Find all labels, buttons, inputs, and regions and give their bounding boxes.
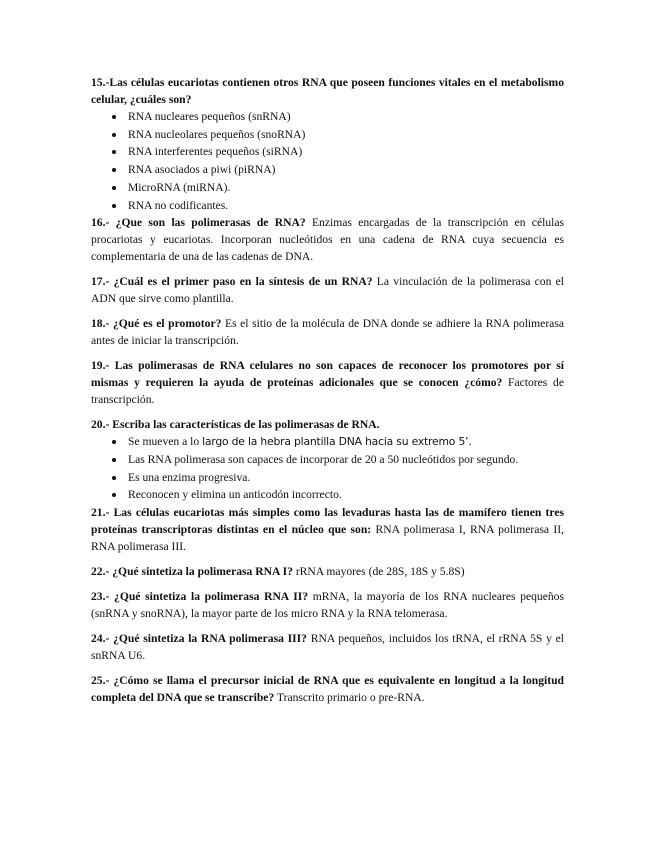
list-item: RNA nucleolares pequeños (snoRNA) [91, 126, 564, 144]
list-item: Reconocen y elimina un anticodón incorrecto. [91, 486, 564, 504]
list-item: RNA nucleares pequeños (snRNA) [91, 108, 564, 126]
list-item-prefix: Se mueven a lo [128, 435, 203, 449]
question-text: 20.- Escriba las características de las polimerasas de RNA. [91, 418, 380, 432]
answer-text: Enzimas encargadas de la transcripción en células procariotas y eucariotas. Incorporan nucleótidos en una cadena de RNA cuya secuencia es complementaria de una de las cadenas de DNA. [91, 216, 564, 264]
answer-text: Factores de transcripción. [91, 376, 564, 407]
list-item: RNA asociados a piwi (piRNA) [91, 161, 564, 179]
question-22 [91, 563, 564, 580]
question-23 [91, 588, 564, 622]
answer-text: Es el sitio de la molécula de DNA donde se adhiere la RNA polimerasa antes de iniciar la transcripción. [91, 317, 564, 348]
question-text: 23.- ¿Qué sintetiza la polimerasa RNA II? [91, 590, 309, 604]
list-item: RNA no codificantes. [91, 197, 564, 215]
question-text: 16.- ¿Que son las polimerasas de RNA? [91, 216, 306, 230]
list-item: MicroRNA (miRNA). [91, 179, 564, 197]
question-19 [91, 357, 564, 408]
answer-text: La vinculación de la polimerasa con el ADN que sirve como plantilla. [91, 275, 565, 306]
list-item: Es una enzima progresiva. [91, 469, 564, 487]
question-text: 21.- Las células eucariotas más simples como las levaduras hasta las de mamífero tienen tres proteínas transcriptoras distintas en el núcleo que son: [91, 506, 564, 537]
question-24 [91, 630, 564, 664]
answer-text: mRNA, la mayoría de los RNA nucleares pequeños (snRNA y snoRNA), la mayor parte de los micro RNA y la RNA telomerasa. [91, 590, 564, 621]
answer-text: Transcrito primario o pre-RNA. [274, 691, 425, 705]
question-18 [91, 315, 564, 349]
answer-text: rRNA mayores (de 28S, 18S y 5.8S) [292, 565, 465, 579]
question-text: 19.- Las polimerasas de RNA celulares no son capaces de reconocer los promotores por sí mismas y requieren la ayuda de proteínas adicionales que se conocen ¿cómo? [91, 359, 564, 390]
list-item [91, 433, 564, 451]
question-21 [91, 504, 564, 555]
list-item: Las RNA polimerasa son capaces de incorporar de 20 a 50 nucleótidos por segundo. [91, 451, 564, 469]
answer-list-20 [91, 433, 564, 504]
question-17 [91, 273, 564, 307]
question-text: 25.- ¿Cómo se llama el precursor inicial de RNA que es equivalente en longitud a la longitud completa del DNA que se transcribe? [91, 674, 564, 705]
question-16 [91, 214, 564, 265]
list-item-alt-font: largo de la hebra plantilla DNA hacia su extremo 5’. [202, 435, 472, 449]
question-text: 24.- ¿Qué sintetiza la RNA polimerasa III? [91, 632, 307, 646]
question-text: 18.- ¿Qué es el promotor? [91, 317, 222, 331]
question-text: 22.- ¿Qué sintetiza la polimerasa RNA I? [91, 565, 293, 579]
question-text: 15.-Las células eucariotas contienen otros RNA que poseen funciones vitales en el metabolismo celular, ¿cuáles son? [91, 76, 564, 106]
question-text: 17.- ¿Cuál es el primer paso en la síntesis de un RNA? [91, 275, 373, 289]
answer-list-15 [91, 108, 564, 214]
question-15 [91, 74, 564, 108]
document-page [91, 74, 564, 714]
answer-text: RNA polimerasa I, RNA polimerasa II, RNA polimerasa III. [91, 523, 564, 554]
answer-text: RNA pequeños, incluidos los tRNA, el rRNA 5S y el snRNA U6. [91, 632, 565, 663]
question-25 [91, 672, 564, 706]
question-20 [91, 416, 564, 433]
list-item: RNA interferentes pequeños (siRNA) [91, 143, 564, 161]
